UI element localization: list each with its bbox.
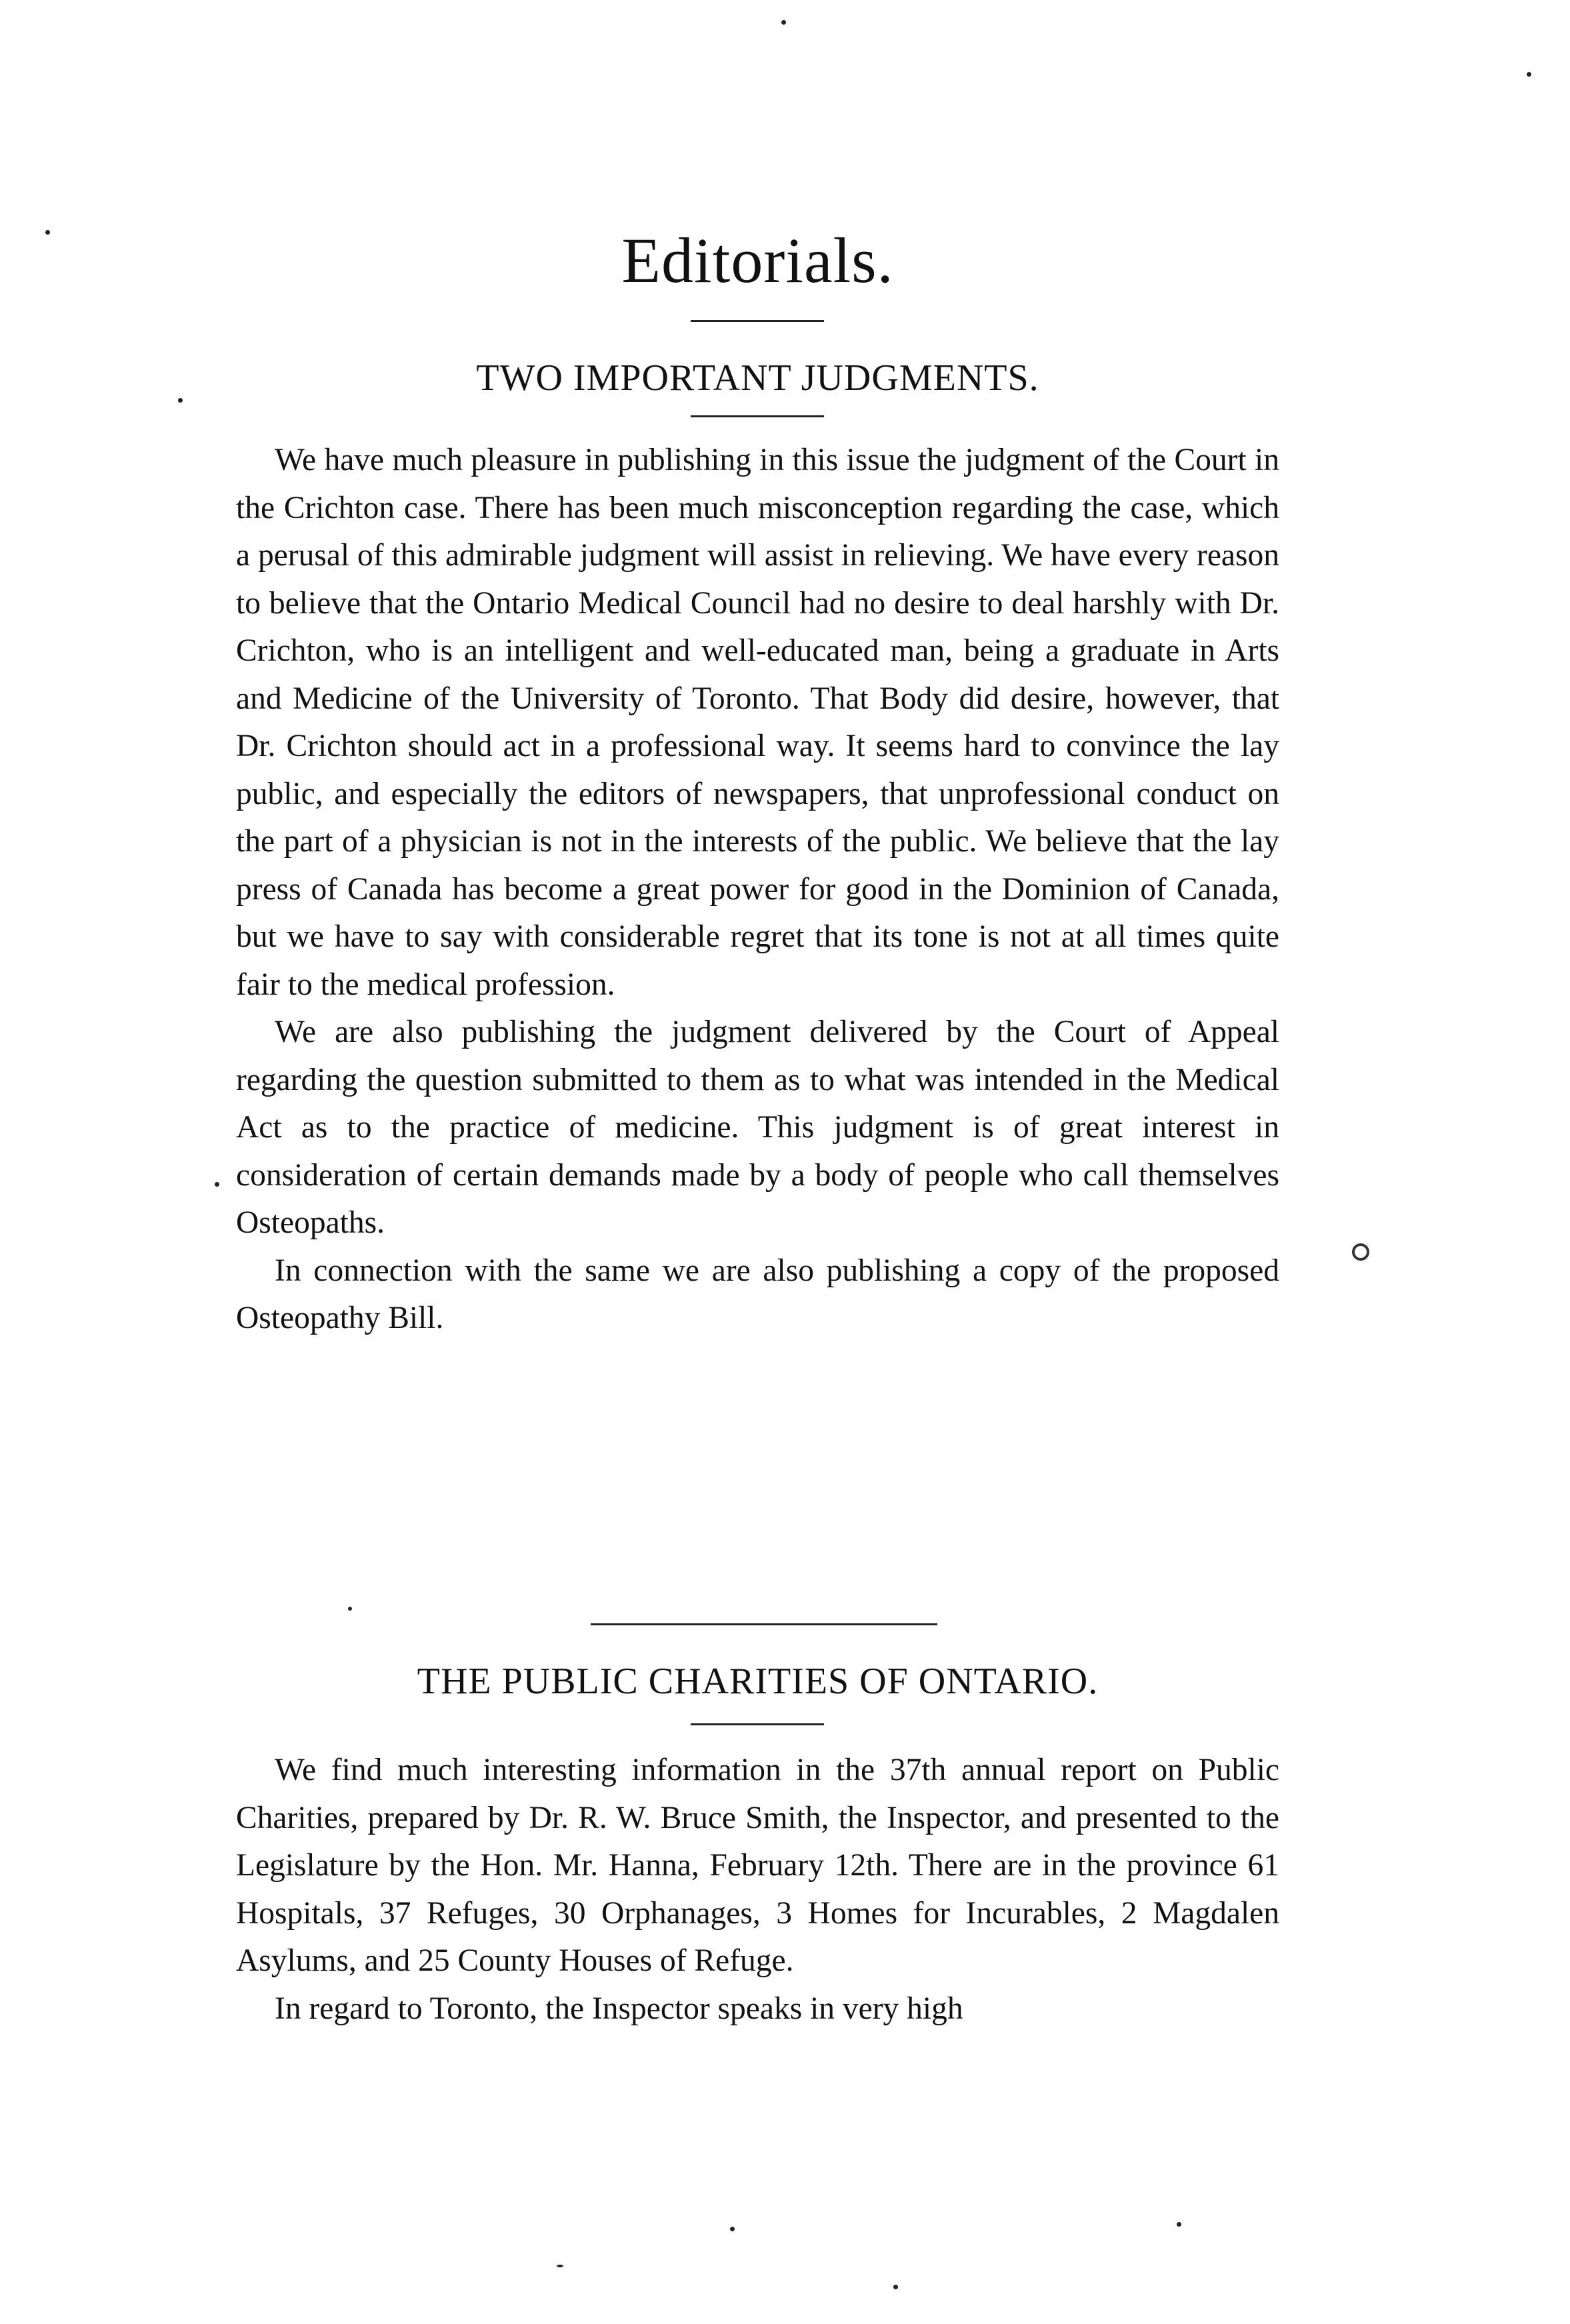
scan-ring-mark — [1352, 1243, 1369, 1261]
article-2-title: THE PUBLIC CHARITIES OF ONTARIO. — [417, 1661, 1099, 1702]
article-2-body — [236, 1747, 1279, 2033]
scan-speck — [557, 2265, 563, 2267]
article-1-paragraph: In connection with the same we are also publishing a copy of the proposed Osteopathy Bill. — [236, 1253, 1279, 1335]
article-2-paragraph: In regard to Toronto, the Inspector speaks in very high — [275, 1991, 963, 2026]
scan-speck — [1177, 2222, 1181, 2227]
scan-speck — [730, 2227, 735, 2231]
article-1-title-rule — [691, 415, 824, 417]
article-1-body — [236, 437, 1279, 1343]
article-2-paragraph: We find much interesting information in the 37th annual report on Public Charities, prepared by Dr. R. W. Bruce Smith, the Inspector, and presented to the Legislature by the Hon. Mr. Hanna, February 12th. There are in the province 61 Hospitals, 37 Refuges, 30 Orphanages, 3 Homes for Incurables, 2 Magdalen Asylums, and 25 County Houses of Refuge. — [236, 1753, 1279, 1978]
scan-speck — [893, 2285, 898, 2289]
article-2-title-rule — [691, 1723, 824, 1725]
masthead-rule — [691, 320, 824, 322]
scan-speck — [781, 20, 786, 25]
article-1-paragraph: We have much pleasure in publishing in this issue the judgment of the Court in the Crichton case. There has been much misconception regarding the case, which a perusal of this admirable judgment will assist in relieving. We have every reason to believe that the Ontario Medical Council had no desire to deal harshly with Dr. Crichton, who is an intelligent and well-educated man, being a graduate in Arts and Medicine of the University of Toronto. That Body did desire, however, that Dr. Crichton should act in a professional way. It seems hard to convince the lay public, and especially the editors of newspapers, that unprofessional conduct on the part of a physician is not in the interests of the public. We believe that the lay press of Canada has become a great power for good in the Dominion of Canada, but we have to say with considerable regret that its tone is not at all times quite fair to the medical profession. — [236, 443, 1279, 1002]
section-divider-rule — [591, 1623, 937, 1625]
section-masthead: Editorials. — [621, 225, 894, 296]
article-1-title: TWO IMPORTANT JUDGMENTS. — [476, 357, 1039, 399]
article-1-paragraph: We are also publishing the judgment delivered by the Court of Appeal regarding the question submitted to them as to what was intended in the Medical Act as to the practice of medicine. This judgment is of great interest in consideration of certain demands made by a body of people who call themselves Osteopaths. — [236, 1015, 1279, 1240]
scan-speck — [178, 398, 183, 403]
scan-speck — [1527, 72, 1531, 77]
scan-speck — [45, 230, 50, 235]
scan-speck — [348, 1607, 352, 1611]
scan-speck — [215, 1182, 219, 1187]
